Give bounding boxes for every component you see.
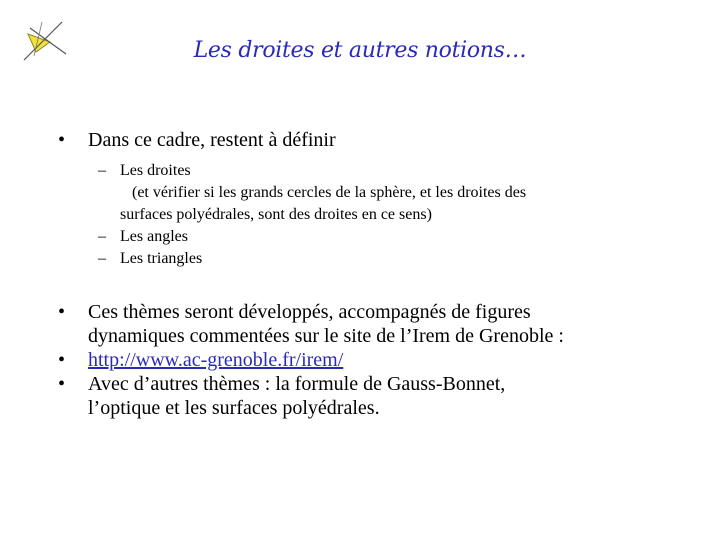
bullet-marker: • bbox=[58, 129, 66, 151]
sub-item-droites bbox=[98, 160, 698, 226]
bullet-item-link bbox=[58, 348, 698, 372]
bullet-item-other-themes bbox=[58, 372, 698, 420]
slide-content bbox=[58, 128, 698, 420]
bullet-text-continued: dynamiques commentées sur le site de l’Irem de Grenoble : bbox=[88, 325, 564, 347]
bullet-text: Avec d’autres thèmes : la formule de Gauss-Bonnet, bbox=[88, 373, 506, 395]
bullet-marker: • bbox=[58, 373, 66, 395]
bullet-text: Ces thèmes seront développés, accompagnés de figures bbox=[88, 301, 531, 323]
sub-item-triangles bbox=[98, 248, 698, 270]
bullet-item-themes bbox=[58, 300, 698, 348]
sub-item-text: Les angles bbox=[120, 228, 188, 245]
sub-item-angles bbox=[98, 226, 698, 248]
irem-website-link[interactable]: http://www.ac-grenoble.fr/irem/ bbox=[88, 349, 344, 371]
bullet-text: Dans ce cadre, restent à définir bbox=[88, 129, 336, 151]
bullet-marker: • bbox=[58, 349, 66, 371]
sub-list bbox=[98, 160, 698, 270]
sub-item-note-continued: surfaces polyédrales, sont des droites en ce sens) bbox=[120, 206, 432, 223]
sub-item-note: (et vérifier si les grands cercles de la sphère, et les droites des bbox=[132, 184, 527, 201]
dash-marker: – bbox=[98, 250, 106, 267]
bullet-text-continued: l’optique et les surfaces polyédrales. bbox=[88, 397, 380, 419]
bullet-marker: • bbox=[58, 301, 66, 323]
sub-item-text: Les triangles bbox=[120, 250, 203, 267]
dash-marker: – bbox=[98, 162, 106, 179]
bullet-item-definitions bbox=[58, 128, 698, 152]
dash-marker: – bbox=[98, 228, 106, 245]
slide-title: Les droites et autres notions… bbox=[193, 38, 527, 63]
sub-item-text: Les droites bbox=[120, 162, 191, 179]
